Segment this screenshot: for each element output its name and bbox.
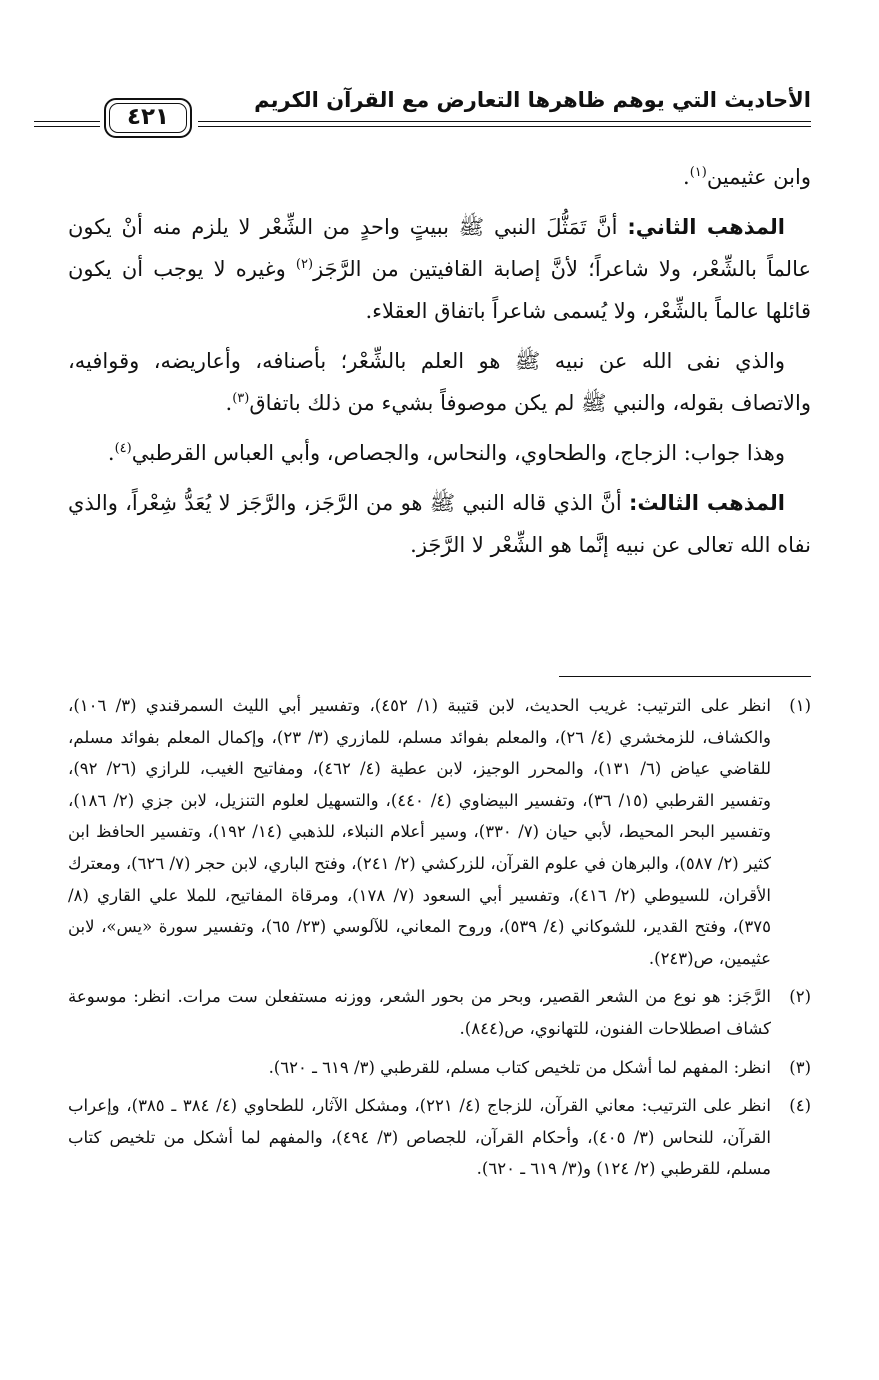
footnote-ref: (١) [689,165,707,180]
running-title: الأحاديث التي يوهم ظاهرها التعارض مع القرآن الكريم [254,88,811,112]
book-page [68,0,811,1380]
footnote-separator [559,676,811,677]
section-lead: المذهب الثاني: [627,215,785,239]
footnote [68,1052,811,1084]
paragraph-second-view: المذهب الثاني: أنَّ تَمَثُّلَ النبي ﷺ ببيتٍ واحدٍ من الشِّعْر لا يلزم منه أنْ يكون عالماً بالشِّعْر، ولا شاعراً؛ لأنَّ إصابة القافيتين من الرَّجَز$^{(٢)}$ وغيره لا يوجب أن يكون قائلها عالماً بالشِّعْر، ولا يُسمى شاعراً باتفاق العقلاء. [68,215,812,323]
footnote-number: (١) [789,696,811,715]
paragraph-continuation: وابن عثيمين$^{(١)}$. [683,165,811,189]
footnote-ref: (٣) [232,391,250,406]
paragraph-third-view: المذهب الثالث: أنَّ الذي قاله النبي ﷺ هو من الرَّجَز، والرَّجَز لا يُعَدُّ شِعْراً، والذي نفاه الله تعالى عن نبيه إنَّما هو الشِّعْر لا الرَّجَز. [68,491,811,557]
paragraph-attribution: وهذا جواب: الزجاج، والطحاوي، والنحاس، والجصاص، وأبي العباس القرطبي$^{(٤)}$. [107,441,785,465]
footnote-text: انظر على الترتيب: معاني القرآن، للزجاج (٤/ ٢٢١)، ومشكل الآثار، للطحاوي (٤/ ٣٨٤ ـ ٣٨٥)، وإعراب القرآن، للنحاس (٣/ ٤٠٥)، وأحكام القرآن، للجصاص (٣/ ٤٩٤)، والمفهم لما أشكل من تلخيص كتاب مسلم، للقرطبي (٢/ ١٢٤) و(٣/ ٦١٩ ـ ٦٢٠). [68,1096,771,1179]
footnote-text: انظر: المفهم لما أشكل من تلخيص كتاب مسلم، للقرطبي (٣/ ٦١٩ ـ ٦٢٠). [268,1057,771,1077]
footnote-text: الرَّجَز: هو نوع من الشعر القصير، وبحر من بحور الشعر، ووزنه مستفعلن ست مرات. انظر: موسوعة كشاف اصطلاحات الفنون، للتهانوي، ص(٨٤٤). [68,987,771,1038]
footnote-ref: (٢) [295,257,314,272]
footnote-number: (٣) [789,1057,811,1077]
page-number-badge [104,98,192,138]
footnote-ref: (٤) [114,441,132,456]
footnotes [68,690,811,1192]
header-rule-left [34,121,100,127]
footnote-number: (٢) [789,987,811,1007]
footnote [68,1090,811,1185]
footnote-text: انظر على الترتيب: غريب الحديث، لابن قتيبة (١/ ٤٥٢)، وتفسير أبي الليث السمرقندي (٣/ ١٠٦)، والكشاف، للزمخشري (٤/ ٢٦)، والمعلم بفوائد مسلم، للمازري (٣/ ٢٣)، وإكمال المعلم بفوائد مسلم، للقاضي عياض (٦/ ١٣١)، والمحرر الوجيز، لابن عطية (٤/ ٤٦٢)، ومفاتيح الغيب، للرازي (٢٦/ ٩٢)، وتفسير القرطبي (١٥/ ٣٦)، وتفسير البيضاوي (٤/ ٤٤٠)، والتسهيل لعلوم التنزيل، لابن جزي (٢/ ١٨٦)، وتفسير البحر المحيط، لأبي حيان (٧/ ٣٣٠)، وسير أعلام النبلاء، للذهبي (١٤/ ١٩٢)، وتفسير الحافظ ابن كثير (٢/ ٥٨٧)، والبرهان في علوم القرآن، للزركشي (٢/ ٢٤١)، وفتح الباري، لابن حجر (٧/ ٦٢٦)، ومعترك الأقران، للسيوطي (٢/ ٤١٦)، وتفسير أبي السعود (٧/ ١٧٨)، ومرقاة المفاتيح، للملا علي القاري (٨/ ٣٧٥)، وفتح القدير، للشوكاني (٤/ ٥٣٩)، وروح المعاني، للآلوسي (٢٣/ ٦٥)، وتفسير سورة «يس»، لابن عثيمين، ص(٢٤٣). [68,696,772,968]
page-header [34,76,811,136]
body-text [68,156,811,574]
page-number: ٤٢١ [126,104,170,130]
footnote-number: (٤) [789,1096,811,1116]
footnote [68,690,811,974]
footnote [68,981,811,1044]
section-lead: المذهب الثالث: [628,491,785,515]
header-rule [198,121,811,127]
paragraph-explanation: والذي نفى الله عن نبيه ﷺ هو العلم بالشِّعْر؛ بأصنافه، وأعاريضه، وقوافيه، والاتصاف بقوله، والنبي ﷺ لم يكن موصوفاً بشيء من ذلك باتفاق$^{(٣)}$. [68,349,811,415]
